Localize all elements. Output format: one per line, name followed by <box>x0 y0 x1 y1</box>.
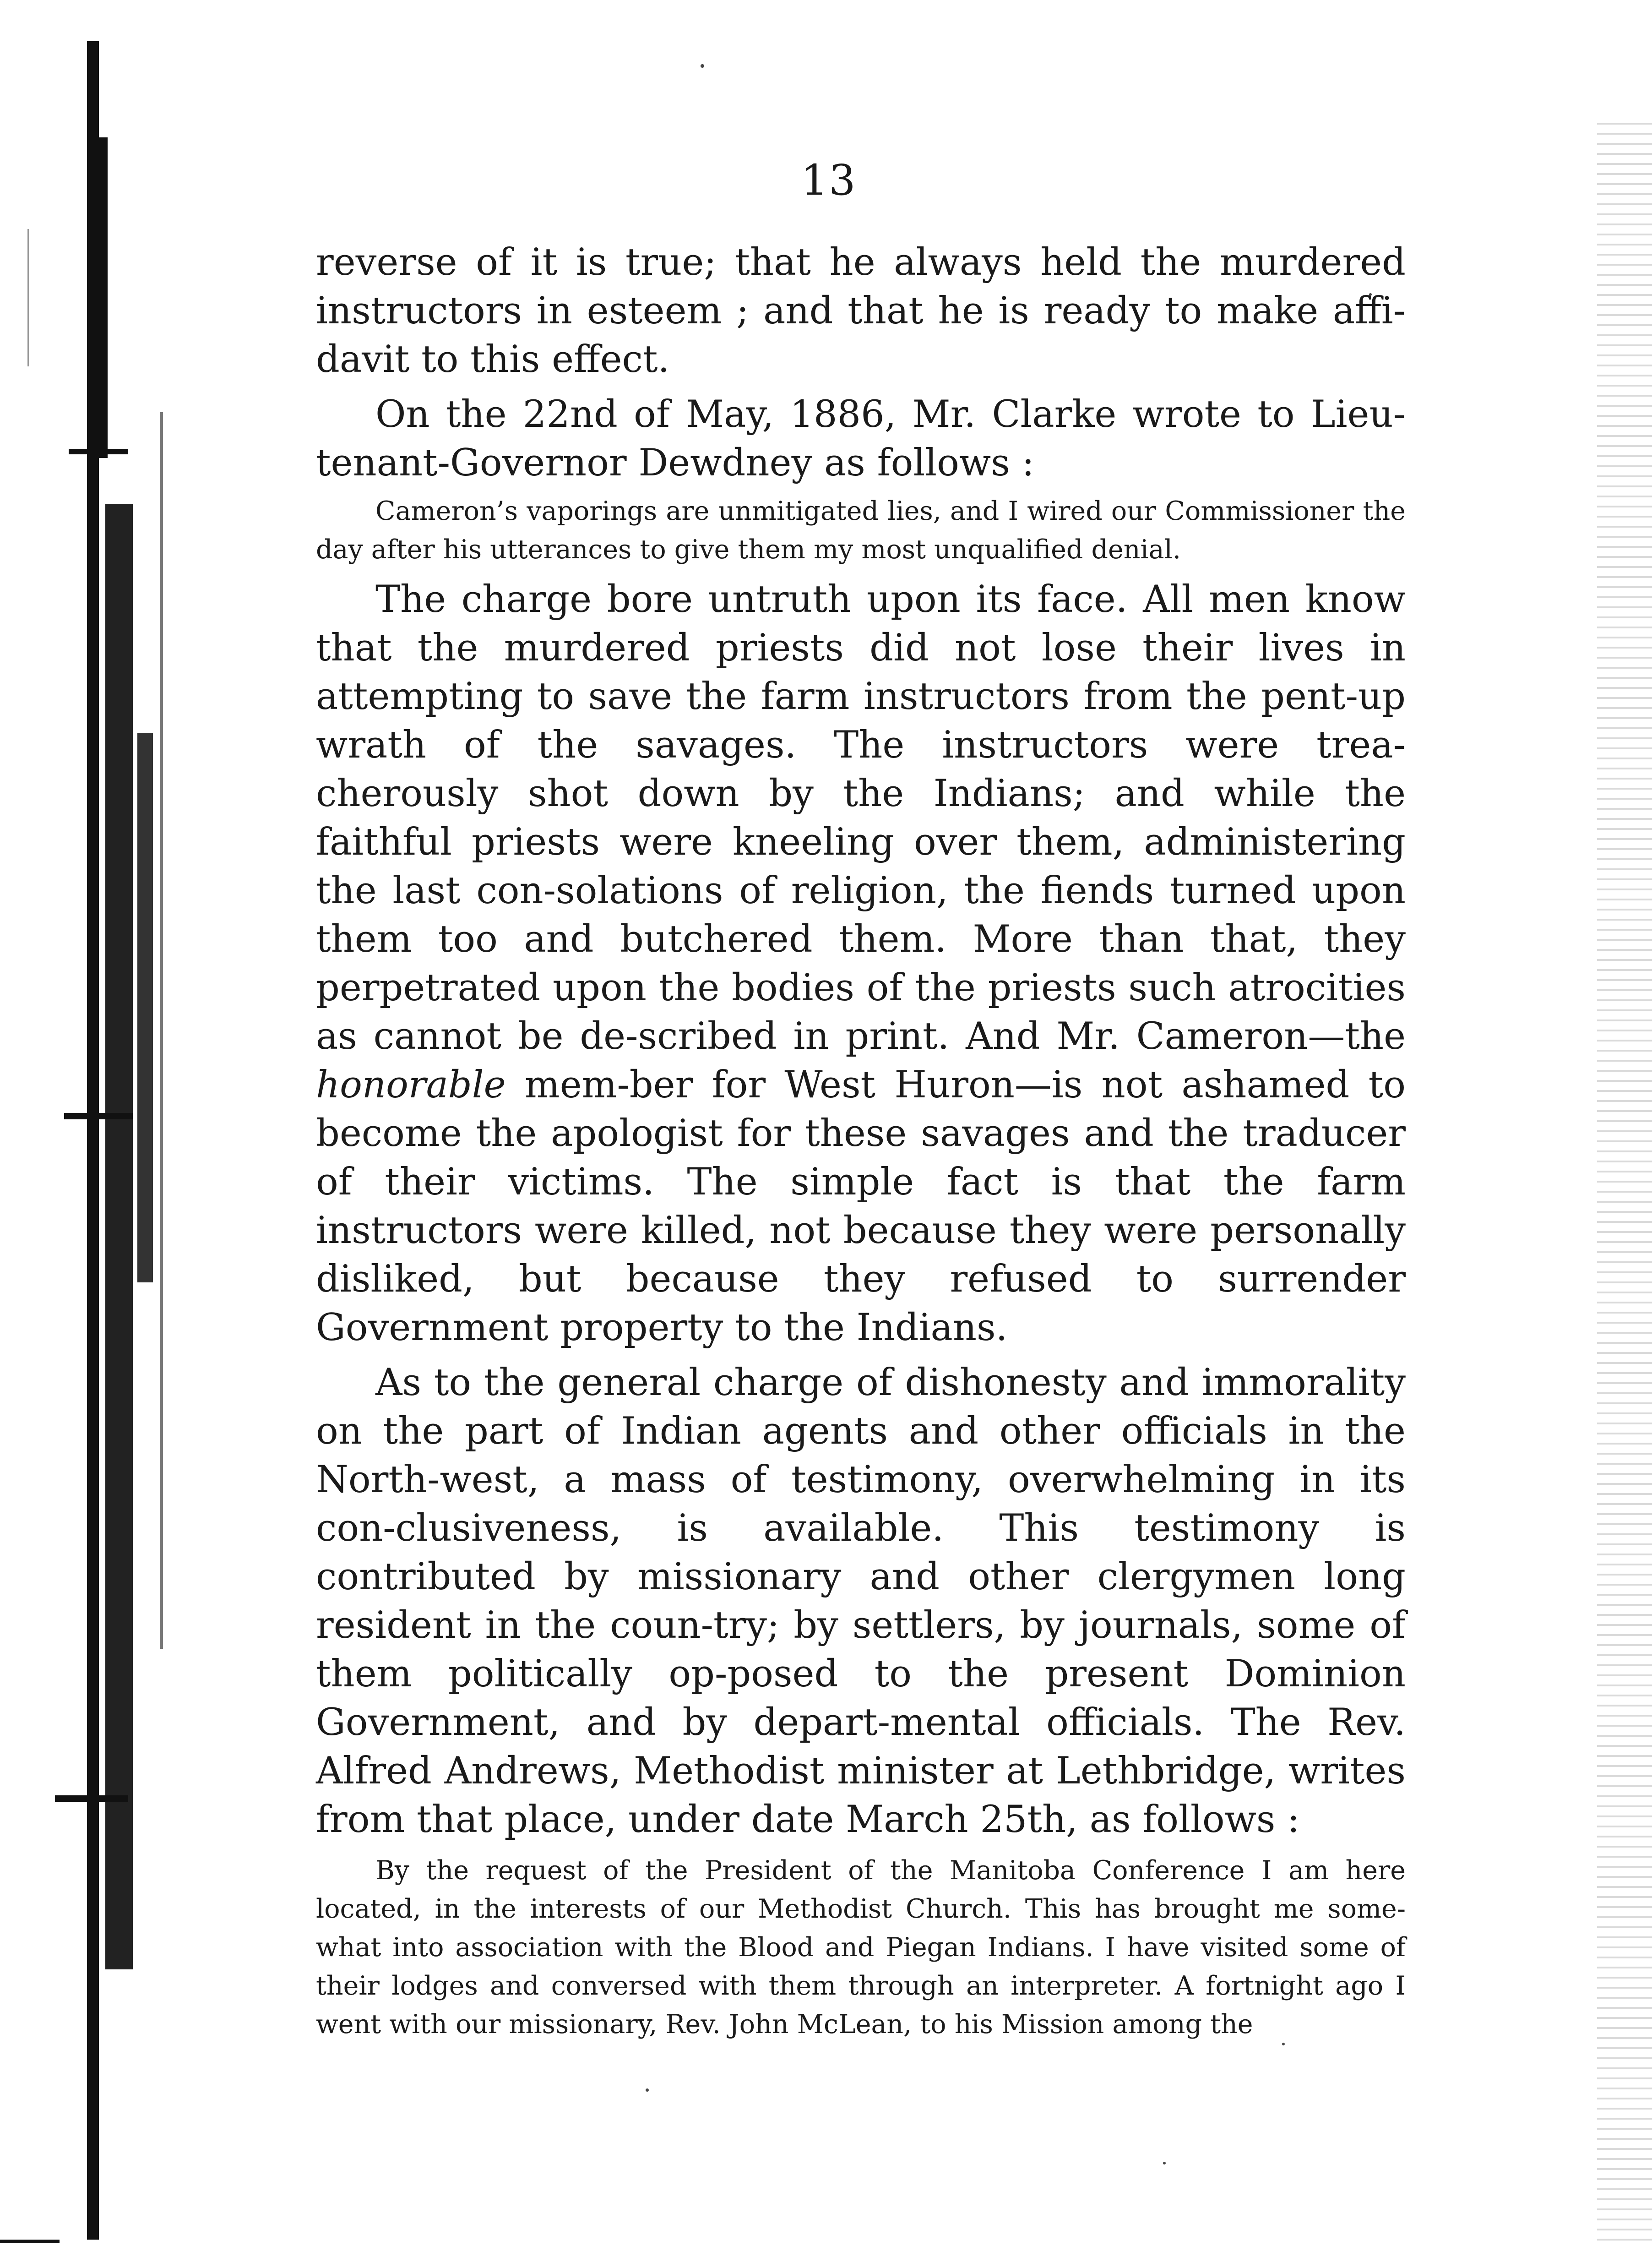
quote-andrews: By the request of the President of the Manitoba Conference I am here located, in the interests of our Methodist Church. This has brought me some-what into association with the Blood and Piegan Indians. I have visited some of their lodges and conversed with them through an interpreter. A fortnight ago I went with our missionary, Rev. John McLean, to his Mission among the <box>316 1855 1406 2039</box>
right-edge-scan-noise <box>1597 114 1652 2244</box>
paragraph-charge <box>316 575 1406 1352</box>
paragraph-testimony: As to the general charge of dishonesty and immorality on the part of Indian agents and other officials in the North-west, a mass of testimony, overwhelming in its con-clusiveness, is available. This testimony is contributed by missionary and other clergymen long resident in the coun-try; by settlers, by journals, some of them politically op-posed to the present Dominion Government, and by depart-mental officials. The Rev. Alfred Andrews, Methodist minister at Lethbridge, writes from that place, under date March 25th, as follows : <box>316 1361 1406 1841</box>
quote-clarke: Cameron’s vaporings are unmitigated lies, and I wired our Commissioner the day after his utterances to give them my most unqualified denial. <box>316 496 1406 565</box>
paragraph-continuation: reverse of it is true; that he always held the murdered instructors in esteem ; and that he is ready to make affi-davit to this effect. <box>316 241 1406 381</box>
paragraph-charge-part-a: The charge bore untruth upon its face. All men know that the murdered priests did not lose their lives in attempting to save the farm instructors from the pent-up wrath of the savages. The instructors were trea-cherously shot down by the Indians; and while the faithful priests were kneeling over them, administering the last con-solations of religion, the fiends turned upon them too and butchered them. More than that, they perpetrated upon the bodies of the priests such atrocities as cannot be de-scribed in print. And Mr. Cameron—the <box>316 578 1406 1058</box>
binding-edge <box>0 0 174 2268</box>
scan-speck <box>701 64 704 68</box>
scan-speck <box>1163 2162 1166 2164</box>
scan-speck <box>646 2088 649 2092</box>
paragraph-clarke-letter: On the 22nd of May, 1886, Mr. Clarke wrote to Lieu-tenant-Governor Dewdney as follows : <box>316 393 1406 485</box>
body-text <box>316 238 1406 2044</box>
page-number: 13 <box>801 156 857 205</box>
paragraph-charge-part-b: mem-ber for West Huron—is not ashamed to become the apologist for these savages and the traducer of their victims. The simple fact is that the farm instructors were killed, not because they were personally disliked, but because they refused to surrender Government property to the Indians. <box>316 1063 1406 1349</box>
honorable-emphasis: honorable <box>316 1063 506 1107</box>
